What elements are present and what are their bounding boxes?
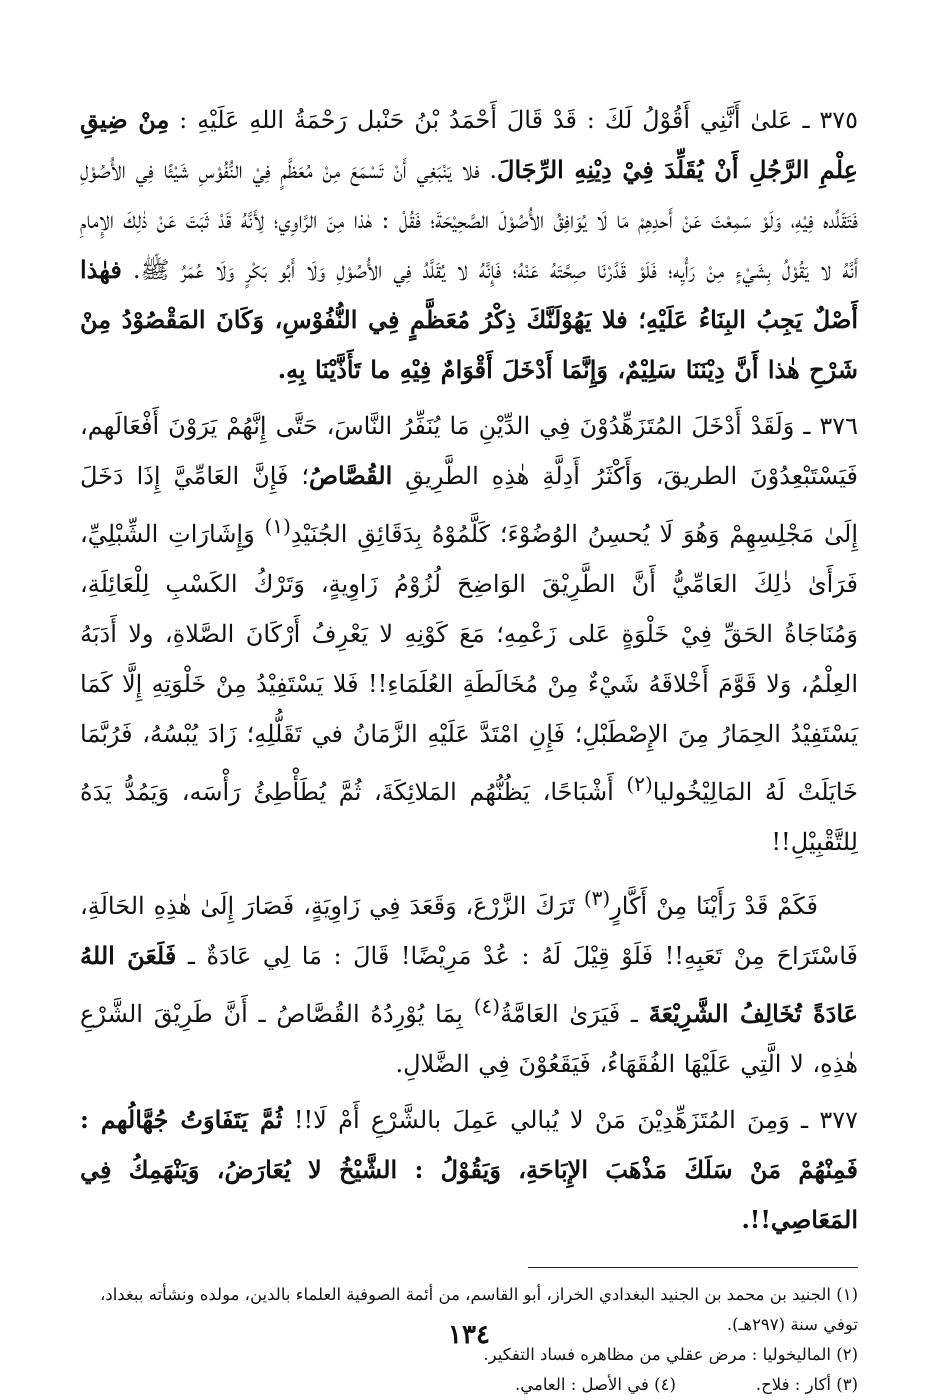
page-number: ١٣٤ (448, 1320, 490, 1350)
paragraph-text: عَلىٰ أَنَّنِي أَقُوْلُ لَكَ : قَدْ قَالَ أَحْمَدُ بْنُ حَنْبل رَحْمَةُ اللهِ عَلَيْهِ : (169, 106, 803, 134)
footnote-3: (٣) أكار : فلاح. (755, 1375, 858, 1394)
paragraph-number: ٣٧٧ ـ (801, 1106, 858, 1134)
bold-curse: فَلَعَنَ اللهُ عَادَةً تُخَالِفُ الشَّرِيْعَةَ (80, 941, 858, 1028)
paragraph-377 (80, 1095, 858, 1245)
bold-quote: مِنْ ضِيقِ عِلْمِ الرَّجُلِ أَنْ يُقَلِّدَ فِيْ دِيْنِهِ الرِّجَالَ (80, 105, 858, 184)
paragraph-text: وَلَقَدْ أَدْخَلَ المُتَزَهِّدُوْنَ فِي الدِّيْنِ مَا يُنَفِّرُ النَّاسَ، حَتَّى إِنَّهُمْ يَرَوْنَ أَفْعَالَهم، فَيَسْتَبْعِدُوْنَ الطريقَ، وَأَكْثَرُ أَدِلَّةِ هٰذِهِ الطَّرِيقِ (80, 412, 858, 490)
paragraph-text: وَمِنَ المُتَزَهِّدِيْنَ مَنْ لا يُبالي عَمِلَ بالشَّرْعِ أَمْ لَا!! (282, 1106, 802, 1134)
paragraph-text: . فلا يَنْبَغِي أَنْ تَسْمَعَ مِنْ مُعَظَّمٍ فِيْ النُّفُوْسِ شَيْئًا فِي الأُصُوْلِ فَتَقَلِّده فِيْهِ، وَلَوْ سَمِعْتَ عَنْ أَحدِهِمْ مَا لَا يُوَافِقُ الأُصُوْلَ الصَّحِيْحَةَ؛ فَقُلْ : هٰذا مِنَ الرَّاوِي؛ لِأَنَّهُ قَدْ ثَبَتَ عَنْ ذٰلِكَ الإِمامِ أَنَّهُ لا يَقُوْلُ بِشَيْءٍ مِنْ رَأْيِه؛ فَلَوْ قَدَّرْنَا صِحَّتَهُ عَنْهُ؛ فَإِنَّهُ لا يُقَلَّدُ فِي الأُصُوْلِ وَلَا أَبُو بَكْرٍ وَلَا عُمَرُ ﷺ. (80, 156, 858, 284)
footnote-ref-3: (٣) (583, 886, 611, 910)
footnote-4: (٤) في الأصل : العامي. (515, 1375, 676, 1394)
paragraph-number: ٣٧٦ ـ (803, 412, 858, 440)
paragraph-375 (80, 95, 858, 395)
paragraph-kam (80, 873, 858, 1089)
footnote-ref-2: (٢) (626, 772, 653, 796)
footnote-ref-4: (٤) (473, 994, 501, 1018)
paragraph-text: ـ فَيَرَىٰ العَامَّةُ (500, 1000, 649, 1028)
paragraph-text: ؛ فَإِنَّ العَامِّيَّ إِذَا دَخَلَ إِلَىٰ مَجْلِسِهِمْ وَهُوَ لَا يُحسِنُ الوُضُوْءَ؛ كَلَّمُوْهُ بِدَقَائِقِ الجُنَيْدِ (80, 462, 858, 548)
footnote-ref-1: (١) (264, 514, 291, 538)
footnote-row (80, 1370, 858, 1400)
bold-conclusion: فهٰذا أَصْلٌ يَجِبُ البِنَاءُ عَلَيْهِ؛ فلا يَهُوْلَنَّكَ ذِكْرُ مُعَظَّمٍ فِي النُّفُوْسِ، وَكَانَ المَقْصُوْدُ مِنْ شَرْحِ هٰذا أَنَّ دِيْنَنَا سَلِيْمٌ، وَإِنَّمَا أَدْخَلَ أَقْوَامٌ فِيْهِ ما تَأَذَّيْنَا بِهِ. (80, 255, 858, 384)
bold-term: القُصَّاصُ (309, 461, 393, 490)
paragraph-number: ٣٧٥ ـ (802, 106, 858, 134)
paragraph-text: تَرَكَ الزَّرْعَ، وَقَعَدَ فِي زَاوِيَةٍ، فَصَارَ إِلَىٰ هٰذِهِ الحَالَةِ، فَاسْتَرَاحَ مِنْ تَعَبِهِ!! فَلَوْ قِيْلَ لَهُ : عُدْ مَرِيْضًا! قَالَ : مَا لِي عَادَةٌ ـ (80, 892, 858, 970)
footnote-2: (٢) الماليخوليا : مرض عقلي من مظاهره فساد التفكير. (483, 1345, 858, 1364)
paragraph-text: بِمَا يُوْرِدُهُ القُصَّاصُ ـ أَنَّ طَرِيْقَ الشَّرْعِ هٰذِهِ، لا الَّتِي عَلَيْهَا الفُقَهَاءُ، فَيَقَعُوْنَ فِي الضَّلالِ. (80, 1000, 858, 1078)
paragraph-text: وَإِشَارَاتِ الشِّبْلِيِّ، فَرَأَىٰ ذٰلِكَ العَامِّيُّ أَنَّ الطَّرِيْقَ الوَاضِحَ لُزُوْمُ زَاوِيةٍ، وَتَرْكُ الكَسْبِ لِلْعَائِلَةِ، وَمُنَاجَاةُ الحَقِّ فِيْ خَلْوَةٍ عَلى زَعْمِهِ؛ مَعَ كَوْنِهِ لا يَعْرِفُ أَرْكَانَ الصَّلاةِ، ولا أَدَبَهُ العِلْمُ، وَلا قَوَّمَ أَخْلاقَهُ شَيْءٌ مِنْ مُخَالَطَةِ العُلَمَاءِ!! فَلا يَسْتَفِيْدُ مِنْ خَلْوَتِهِ إِلَّا كَمَا يَسْتَفِيْدُ الحِمَارُ مِنَ الإِصْطَبْلِ؛ فَإِنِ امْتَدَّ عَلَيْهِ الزَّمَانُ في تَقَلُّلِهِ؛ زَادَ يُبْسُهُ، فَرُبَّمَا خَايَلَتْ لَهُ المَالِيْخُوليا (80, 520, 858, 806)
footnote-divider (528, 1267, 858, 1268)
footnote-1: (١) الجنيد بن محمد بن الجنيد البغدادي الخراز، أبو القاسم، من أئمة الصوفية العلماء بالدين، مولده ونشأته ببغداد، توفي سنة (٢٩٧هـ). (100, 1285, 858, 1334)
bold-conclusion: ثُمَّ يَتَفَاوَتُ جُهَّالُهم : فَمِنْهُمْ مَنْ سَلَكَ مَذْهَبَ الإِبَاحَةِ، وَيَقُوْلُ : الشَّيْخُ لا يُعَارَضُ، وَيَنْهَمِكُ فِي المَعَاصِي!!. (80, 1105, 858, 1234)
paragraph-text: أَشْبَاحًا، يَظُنُّهُم المَلائِكَةَ، ثُمَّ يُطَأْطِئُ رَأْسَه، وَيَمُدُّ يَدَهُ لِلتَّقْبِيْلِ!! (80, 778, 858, 856)
paragraph-376 (80, 401, 858, 867)
paragraph-text: فَكَمْ قَدْ رَأَيْنَا مِنْ أَكَّارٍ (610, 892, 818, 920)
